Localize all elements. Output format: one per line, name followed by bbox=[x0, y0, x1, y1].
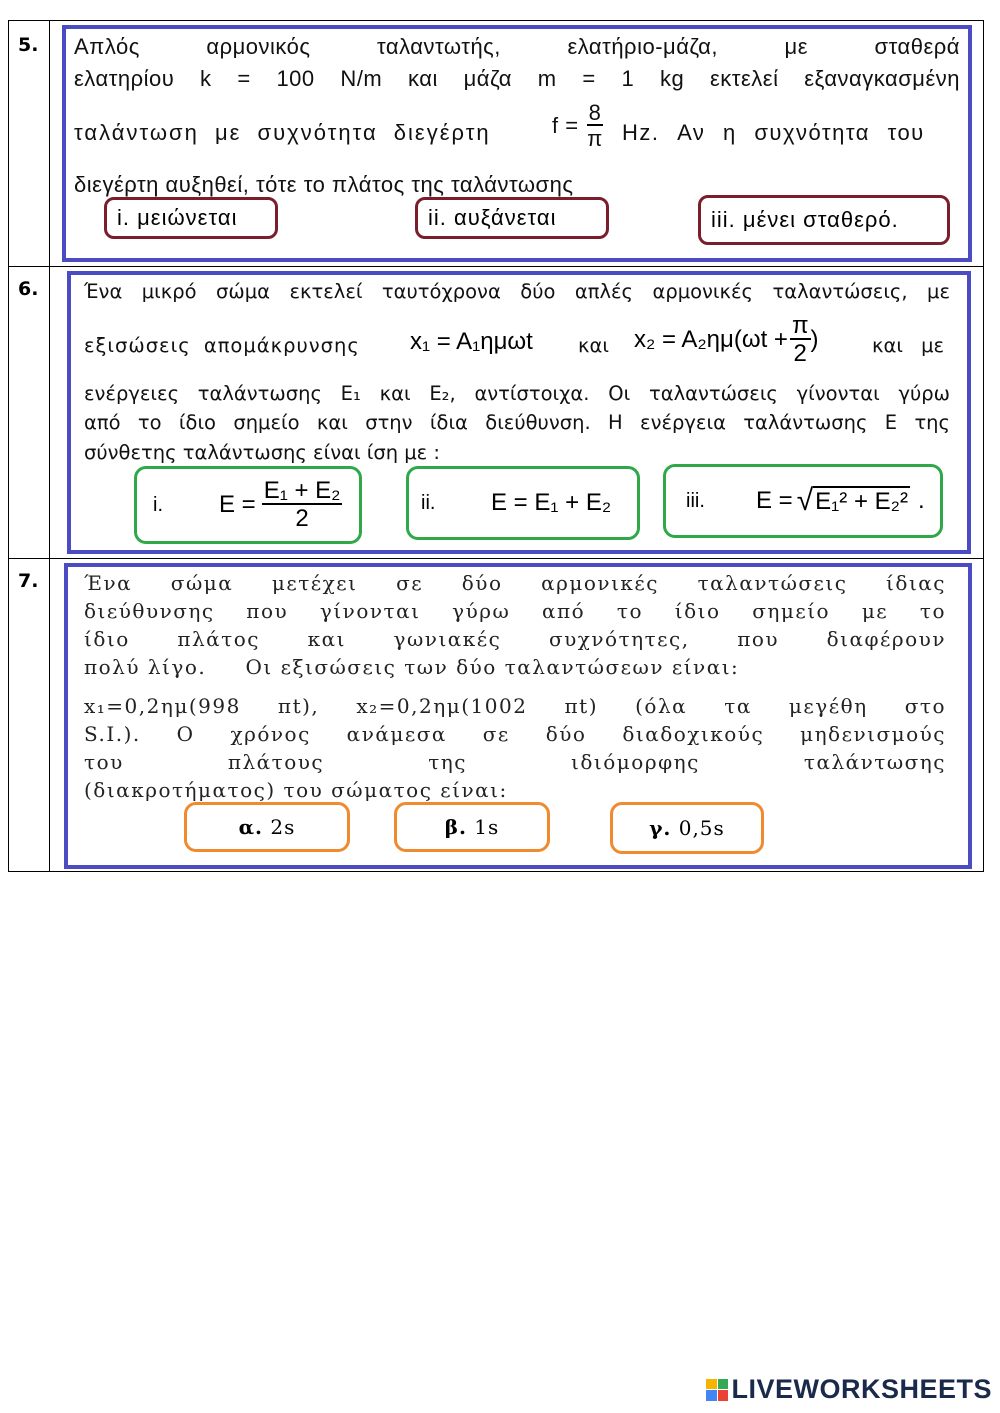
logo-icon bbox=[706, 1379, 728, 1401]
option-label: ii. αυξάνεται bbox=[428, 205, 557, 230]
answer-option-alpha[interactable] bbox=[184, 802, 350, 852]
question-text-line: διεγέρτη αυξηθεί, τότε το πλάτος της ταλάντωσης bbox=[74, 172, 574, 197]
formula-lhs: f = bbox=[552, 113, 579, 138]
fraction-denominator: 2 bbox=[295, 505, 309, 532]
question-text-line: x₁=0,2ημ(998 πt), x₂=0,2ημ(1002 πt) (όλα τα μεγέθη στο bbox=[84, 694, 946, 718]
question-text-line: ελατηρίου k = 100 N/m και μάζα m = 1 kg εκτελεί εξαναγκασμένη bbox=[74, 66, 960, 91]
answer-option-ii[interactable] bbox=[415, 197, 609, 239]
question-text-line: από το ίδιο σημείο και στην ίδια διεύθυνση. Η ενέργεια ταλάντωσης Ε της bbox=[84, 411, 950, 434]
fraction-numerator: π bbox=[791, 312, 809, 339]
question-text-line: πολύ λίγο. Οι εξισώσεις των δύο ταλαντώσεων είναι: bbox=[84, 655, 740, 679]
frequency-formula bbox=[552, 102, 603, 150]
question-text-line: ενέργειες ταλάντωσης Ε₁ και Ε₂, αντίστοιχα. Οι ταλαντώσεις γίνονται γύρω bbox=[84, 382, 950, 405]
number-column-divider bbox=[49, 20, 50, 872]
formula-denominator: π bbox=[587, 126, 603, 151]
option-label: iii. bbox=[686, 489, 705, 512]
question-text-line: και με bbox=[872, 334, 945, 357]
question-text-line: S.I.). Ο χρόνος ανάμεσα σε δύο διαδοχικούς μηδενισμούς bbox=[84, 722, 946, 746]
equation-x2-suffix: ) bbox=[810, 326, 819, 353]
row-divider bbox=[8, 558, 984, 559]
answer-option-i[interactable] bbox=[134, 466, 362, 544]
answer-option-ii[interactable] bbox=[406, 466, 640, 540]
answer-option-gamma[interactable] bbox=[610, 802, 764, 854]
question-text-line: ίδιο πλάτος και γωνιακές συχνότητες, που διαφέρουν bbox=[84, 627, 946, 651]
question-text-line: Hz. Αν η συχνότητα του bbox=[622, 120, 925, 145]
option-label: γ. bbox=[649, 816, 672, 840]
option-value: 2s bbox=[270, 815, 296, 839]
formula-numerator: 8 bbox=[588, 100, 602, 125]
liveworksheets-logo bbox=[706, 1374, 992, 1405]
answer-option-i[interactable] bbox=[104, 197, 278, 239]
brand-name: LIVEWORKSHEETS bbox=[731, 1374, 992, 1404]
option-period: . bbox=[917, 487, 925, 514]
option-label: i. μειώνεται bbox=[117, 205, 238, 230]
question-text-line: (διακροτήματος) του σώματος είναι: bbox=[84, 778, 508, 802]
fraction-denominator: 2 bbox=[793, 340, 807, 367]
question-text-line: Ένα μικρό σώμα εκτελεί ταυτόχρονα δύο απλές αρμονικές ταλαντώσεις, με bbox=[84, 280, 950, 303]
question-text-line: και bbox=[578, 334, 609, 357]
question-text-line: εξισώσεις απομάκρυνσης bbox=[84, 334, 360, 357]
sqrt-icon: √ bbox=[796, 484, 814, 517]
option-value: 1s bbox=[474, 815, 500, 839]
row-divider bbox=[8, 266, 984, 267]
option-lhs: E = bbox=[756, 487, 793, 514]
option-radicand: E₁² + E₂² bbox=[815, 488, 908, 515]
answer-option-beta[interactable] bbox=[394, 802, 550, 852]
equation-x2-prefix: x₂ = A₂ημ(ωt + bbox=[634, 326, 788, 353]
option-label: ii. bbox=[421, 491, 436, 514]
question-text-line: Απλός αρμονικός ταλαντωτής, ελατήριο-μάζα, με σταθερά bbox=[74, 34, 960, 59]
equation-x2-fraction bbox=[790, 314, 811, 366]
option-label: iii. μένει σταθερό. bbox=[711, 207, 899, 232]
question-number: 6. bbox=[18, 278, 39, 300]
question-number: 5. bbox=[18, 34, 39, 56]
question-text-line: του πλάτους της ιδιόμορφης ταλάντωσης bbox=[84, 750, 946, 774]
question-text-line: διεύθυνσης που γίνονται γύρω από το ίδιο σημείο με το bbox=[84, 599, 946, 623]
option-lhs: E = bbox=[219, 491, 256, 518]
question-number: 7. bbox=[18, 570, 39, 592]
question-text-line: Ένα σώμα μετέχει σε δύο αρμονικές ταλαντώσεις ίδιας bbox=[84, 571, 946, 595]
option-value: 0,5s bbox=[678, 816, 725, 840]
answer-option-iii[interactable] bbox=[663, 464, 943, 538]
option-expression: E = E₁ + E₂ bbox=[491, 489, 612, 516]
formula-fraction bbox=[587, 102, 604, 150]
equation-x2 bbox=[634, 314, 819, 366]
equation-x1: x₁ = A₁ημωt bbox=[410, 328, 533, 355]
option-fraction bbox=[262, 479, 343, 531]
question-text-line: ταλάντωση με συχνότητα διεγέρτη bbox=[74, 120, 491, 145]
option-label: α. bbox=[238, 815, 263, 839]
question-text-line: σύνθετης ταλάντωσης είναι ίση με : bbox=[84, 441, 440, 464]
fraction-numerator: E₁ + E₂ bbox=[263, 477, 341, 504]
answer-option-iii[interactable] bbox=[698, 195, 950, 245]
option-label: i. bbox=[153, 493, 163, 516]
option-label: β. bbox=[444, 815, 467, 839]
